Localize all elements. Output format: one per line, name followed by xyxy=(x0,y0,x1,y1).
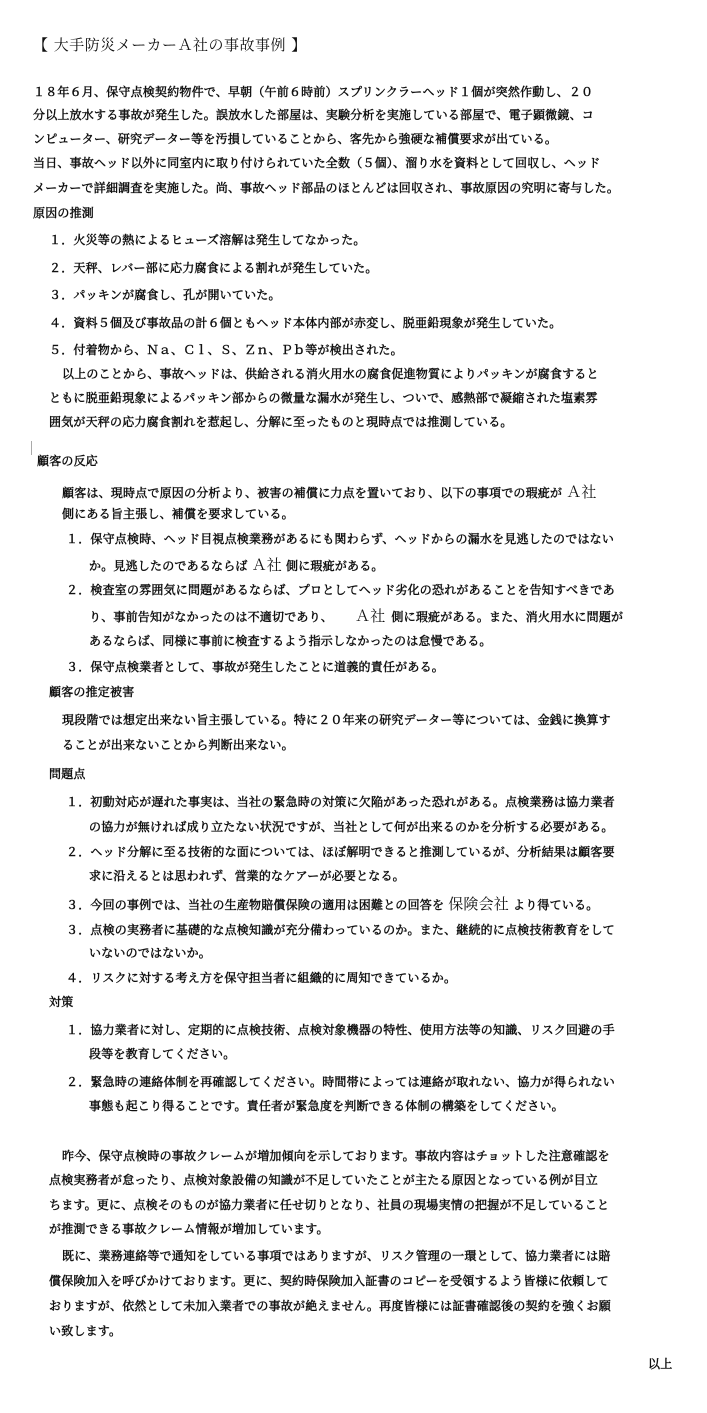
measure-item: １．協力業者に対し、定期的に点検技術、点検対象機器の特性、使用方法等の知識、リスク回避の手 xyxy=(66,1023,615,1037)
margin-mark xyxy=(31,441,32,455)
customer-heading: 顧客の反応 xyxy=(37,454,99,468)
cause-conclusion: ともに脱亜鉛現象によるパッキン部からの微量な漏水が発生し、ついで、感熱部で凝縮された塩素雰 xyxy=(49,391,598,405)
issue-item: ２．ヘッド分解に至る技術的な面については、ほぼ解明できると推測しているが、分析結果は顧客要 xyxy=(66,845,615,859)
issue-item-text: ３．今回の事例では、当社の生産物賠償保険の適用は困難との回答を xyxy=(66,898,445,912)
closing-line: 昨今、保守点検時の事故クレームが増加傾向を示しております。事故内容はチョットした注意確認を xyxy=(62,1149,610,1163)
cause-item: ３．パッキンが腐食し、孔が開いていた。 xyxy=(49,288,281,302)
cause-item: ５．付着物から、Ｎａ、Ｃｌ、Ｓ、Ｚｎ、Ｐｂ等が検出された。 xyxy=(49,343,403,357)
cause-item: ４．資料５個及び事故品の計６個ともヘッド本体内部が赤変し、脱亜鉛現象が発生していた。 xyxy=(49,316,562,330)
cause-conclusion: 以上のことから、事故ヘッドは、供給される消火用水の腐食促進物質によりパッキンが腐食すると xyxy=(62,367,599,381)
intro-line: １８年６月、保守点検契約物件で、早朝（午前６時前）スプリンクラーヘッド１個が突然作動し、２０ xyxy=(33,85,594,99)
customer-lead: 側にある旨主張し、補償を要求している。 xyxy=(62,507,294,521)
company-name: Ａ社 xyxy=(566,483,597,501)
customer-item-text: か。見逃したのであるならば xyxy=(89,559,248,573)
end-mark: 以上 xyxy=(648,1357,673,1371)
cause-item: １．火災等の熱によるヒューズ溶解は発生してなかった。 xyxy=(49,233,366,247)
cause-heading: 原因の推測 xyxy=(33,206,95,220)
closing-line: ちます。更に、点検そのものが協力業者に任せ切りとなり、社員の現場実情の把握が不足していること xyxy=(49,1198,610,1212)
document-title: 【 大手防災メーカーＡ社の事故事例 】 xyxy=(33,36,307,54)
intro-line: メーカーで詳細調査を実施した。尚、事故ヘッド部品のほとんどは回収され、事故原因の究明に寄与した。 xyxy=(33,181,620,195)
customer-item: １．保守点検時、ヘッド目視点検業務があるにも関わらず、ヘッドからの漏水を見逃したのではない xyxy=(66,532,615,546)
measure-item: ２．緊急時の連絡体制を再確認してください。時間帯によっては連絡が取れない、協力が得られない xyxy=(66,1075,616,1089)
closing-line: 既に、業務連絡等で通知をしている事項ではありますが、リスク管理の一環として、協力業者には賠 xyxy=(62,1249,611,1263)
issue-item-text: より得ている。 xyxy=(513,898,599,912)
customer-item-text: り、事前告知がなかったのは不適切であり、 xyxy=(89,610,334,624)
intro-line: 分以上放水する事故が発生した。誤放水した部屋は、実験分析を実施している部屋で、電子顕微鏡、コ xyxy=(33,108,594,122)
closing-line: 償保険加入を呼びかけております。更に、契約時保険加入証書のコピーを受領するよう皆様に依頼して xyxy=(49,1274,609,1288)
issue-item: ４．リスクに対する考え方を保守担当者に組織的に周知できているか。 xyxy=(66,971,457,985)
intro-line: ンピューター、研究データー等を汚損していることから、客先から強硬な補償要求が出ている。 xyxy=(33,132,558,146)
measures-heading: 対策 xyxy=(49,995,74,1009)
intro-line: 当日、事故ヘッド以外に同室内に取り付けられていた全数（５個）、溜り水を資料として回収し、ヘッド xyxy=(33,156,601,170)
closing-line: い致します。 xyxy=(49,1324,122,1338)
cause-conclusion: 囲気が天秤の応力腐食割れを惹起し、分解に至ったものと現時点では推測している。 xyxy=(49,415,513,429)
closing-line: が推測できる事故クレーム情報が増加しています。 xyxy=(49,1222,329,1236)
customer-item: あるならば、同様に事前に検査するよう指示しなかったのは怠慢である。 xyxy=(89,634,492,648)
measure-item: 事態も起こり得ることです。責任者が緊急度を判断できる体制の構築をしてください。 xyxy=(89,1099,564,1113)
issue-item: １．初動対応が遅れた事実は、当社の緊急時の対策に欠陥があった恐れがある。点検業務は協力業者 xyxy=(66,795,615,809)
company-name: Ａ社 xyxy=(251,556,283,574)
customer-item xyxy=(89,605,623,626)
insurer-name: 保険会社 xyxy=(448,895,510,913)
customer-item: ３．保守点検業者として、事故が発生したことに道義的責任がある。 xyxy=(66,660,444,674)
issue-item: の協力が無ければ成り立たない状況ですが、当社として何が出来るのかを分析する必要がある。 xyxy=(89,820,614,834)
damage-heading: 顧客の推定被害 xyxy=(49,685,135,699)
cause-item: ２．天秤、レバー部に応力腐食による割れが発生していた。 xyxy=(49,261,378,275)
customer-item xyxy=(89,554,384,575)
damage-line: ることが出来ないことから判断出来ない。 xyxy=(62,738,294,752)
damage-line: 現段階では想定出来ない旨主張している。特に２０年来の研究データー等については、金銭に換算す xyxy=(62,713,611,727)
company-name: Ａ社 xyxy=(355,607,386,625)
closing-line: 点検実務者が怠ったり、点検対象設備の知識が不足していたことが主たる原因となっている例が目立 xyxy=(49,1173,599,1187)
measure-item: 段等を教育してください。 xyxy=(89,1047,236,1061)
issue-item xyxy=(66,893,598,914)
customer-item: ２．検査室の雰囲気に問題があるならば、プロとしてヘッド劣化の恐れがあることを告知すべきであ xyxy=(66,583,615,597)
issue-item: ３．点検の実務者に基礎的な点検知識が充分備わっているのか。また、継続的に点検技術教育をして xyxy=(66,923,615,937)
customer-item-text: 側に瑕疵がある。 xyxy=(286,559,384,573)
closing-line: おりますが、依然として未加入業者での事故が絶えません。再度皆様には証書確認後の契約を強くお願 xyxy=(49,1299,611,1313)
issue-item: いないのではないか。 xyxy=(89,946,212,960)
customer-item-text: 側に瑕疵がある。また、消火用水に問題が xyxy=(391,610,624,624)
issues-heading: 問題点 xyxy=(49,767,86,781)
issue-item: 求に沿えるとは思われず、営業的なケアーが必要となる。 xyxy=(89,869,405,883)
customer-lead xyxy=(62,481,601,502)
customer-lead-text: 顧客は、現時点で原因の分析より、被害の補償に力点を置いており、以下の事項での瑕疵が xyxy=(62,486,563,500)
